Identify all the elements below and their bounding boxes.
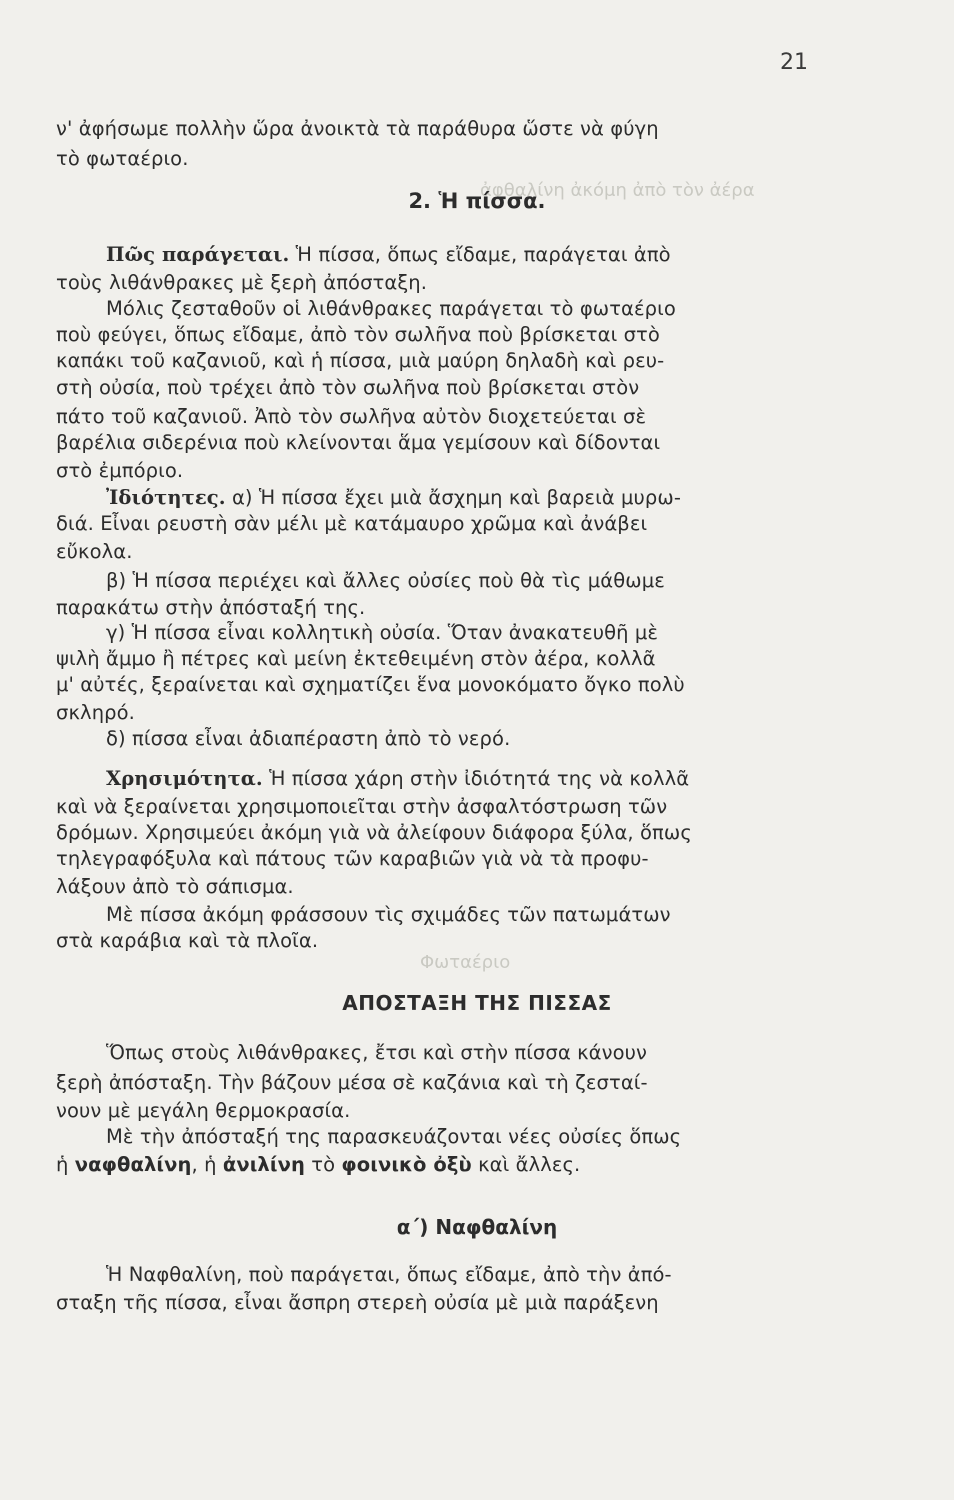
section-title-pissa: 2. Ἡ πίσσα. [408,189,546,213]
text-line: ν' ἀφήσωμε πολλὴν ὥρα ἀνοικτὰ τὰ παράθυρα ὥστε νὰ φύγη [56,117,659,140]
text-line: νουν μὲ μεγάλη θερμοκρασία. [56,1099,351,1122]
text-line: καπάκι τοῦ καζανιοῦ, καὶ ἡ πίσσα, μιὰ μαύρη δηλαδὴ καὶ ρευ- [56,349,665,372]
section-title-apostaxi: ΑΠΟΣΤΑΞΗ ΤΗΣ ΠΙΣΣΑΣ [342,991,612,1015]
text-line: ψιλὴ ἄμμο ἢ πέτρες καὶ μείνη ἐκτεθειμένη στὸν ἀέρα, κολλᾶ [56,647,656,670]
text-line: σκληρό. [56,701,135,724]
text-line: Μόλις ζεσταθοῦν οἱ λιθάνθρακες παράγεται τὸ φωταέριο [106,297,676,320]
lead-heading: Πῶς παράγεται. [106,243,290,266]
text-span: τὸ [304,1153,342,1176]
text-line: δρόμων. Χρησιμεύει ἀκόμη γιὰ νὰ ἀλείφουν διάφορα ξύλα, ὅπως [56,821,692,844]
text-line: βαρέλια σιδερένια ποὺ κλείνονται ἅμα γεμίσουν καὶ δίδονται [56,431,661,454]
text-line: παρακάτω στὴν ἀπόσταξή της. [56,596,366,619]
term-naftalini: ναφθαλίνη [74,1153,192,1176]
text-line: σταξη τῆς πίσσα, εἶναι ἄσπρη στερεὴ οὐσία μὲ μιὰ παράξενη [56,1291,659,1314]
paragraph-properties [106,485,681,511]
text-span: Ἡ πίσσα χάρη στὴν ἰδιότητά της νὰ κολλᾶ [262,767,690,790]
paragraph-usefulness [106,766,689,792]
lead-heading: Ἰδιότητες. [106,486,226,509]
text-span: καὶ ἄλλες. [471,1153,581,1176]
section-title-naftalini: α΄) Ναφθαλίνη [396,1215,558,1239]
text-line: διά. Εἶναι ρευστὴ σὰν μέλι μὲ κατάμαυρο χρῶμα καὶ ἀνάβει [56,512,648,535]
text-line: δ) πίσσα εἶναι ἀδιαπέραστη ἀπὸ τὸ νερό. [106,727,511,750]
text-line: στὰ καράβια καὶ τὰ πλοῖα. [56,929,319,952]
text-span: ἡ [56,1153,75,1176]
text-line: μ' αὐτές, ξεραίνεται καὶ σχηματίζει ἕνα μονοκόματο ὄγκο πολὺ [56,673,685,696]
bleed-through-text-1: ἀφθαλίνη ἀκόμη ἀπὸ τὸν ἀέρα [480,180,755,201]
text-line: τηλεγραφόξυλα καὶ πάτους τῶν καραβιῶν γιὰ νὰ τὰ προφυ- [56,847,649,870]
text-line: εὔκολα. [56,540,133,563]
text-line: λάξουν ἀπὸ τὸ σάπισμα. [56,875,294,898]
text-span: Ἡ πίσσα, ὅπως εἴδαμε, παράγεται ἀπὸ [289,243,671,266]
paragraph-products [56,1152,580,1178]
paragraph-how-produced [106,242,671,268]
text-line: τὸ φωταέριο. [56,147,189,170]
text-line: ξερὴ ἀπόσταξη. Τὴν βάζουν μέσα σὲ καζάνια καὶ τὴ ζεσταί- [56,1071,648,1094]
term-foiniko-oxy: φοινικὸ ὀξὺ [341,1153,472,1176]
text-line: β) Ἡ πίσσα περιέχει καὶ ἄλλες οὐσίες ποὺ θὰ τὶς μάθωμε [106,569,665,592]
text-line: πάτο τοῦ καζανιοῦ. Ἀπὸ τὸν σωλῆνα αὐτὸν διοχετεύεται σὲ [56,405,647,428]
text-span: α) Ἡ πίσσα ἔχει μιὰ ἄσχημη καὶ βαρειὰ μυρω- [225,486,681,509]
lead-heading: Χρησιμότητα. [106,767,263,790]
text-line: Μὲ τὴν ἀπόσταξή της παρασκευάζονται νέες οὐσίες ὅπως [106,1125,682,1148]
text-line: καὶ νὰ ξεραίνεται χρησιμοποιεῖται στὴν ἀσφαλτόστρωση τῶν [56,795,668,818]
text-span: , ἡ [191,1153,223,1176]
text-line: Μὲ πίσσα ἀκόμη φράσσουν τὶς σχιμάδες τῶν πατωμάτων [106,903,671,926]
text-line: Ὅπως στοὺς λιθάνθρακες, ἔτσι καὶ στὴν πίσσα κάνουν [106,1041,648,1064]
page-number: 21 [780,50,808,75]
text-line: Ἡ Ναφθαλίνη, ποὺ παράγεται, ὅπως εἴδαμε, ἀπὸ τὴν ἀπό- [106,1263,672,1286]
term-anilini: ἀνιλίνη [222,1153,305,1176]
text-line: στὸ ἐμπόριο. [56,459,184,482]
bleed-through-text-2: Φωταέριο [420,952,511,973]
text-line: ποὺ φεύγει, ὅπως εἴδαμε, ἀπὸ τὸν σωλῆνα ποὺ βρίσκεται στὸ [56,323,660,346]
text-line: στὴ οὐσία, ποὺ τρέχει ἀπὸ τὸν σωλῆνα ποὺ βρίσκεται στὸν [56,376,640,399]
text-line: τοὺς λιθάνθρακες μὲ ξερὴ ἀπόσταξη. [56,271,428,294]
text-line: γ) Ἡ πίσσα εἶναι κολλητικὴ οὐσία. Ὅταν ἀνακατευθῆ μὲ [106,621,659,644]
